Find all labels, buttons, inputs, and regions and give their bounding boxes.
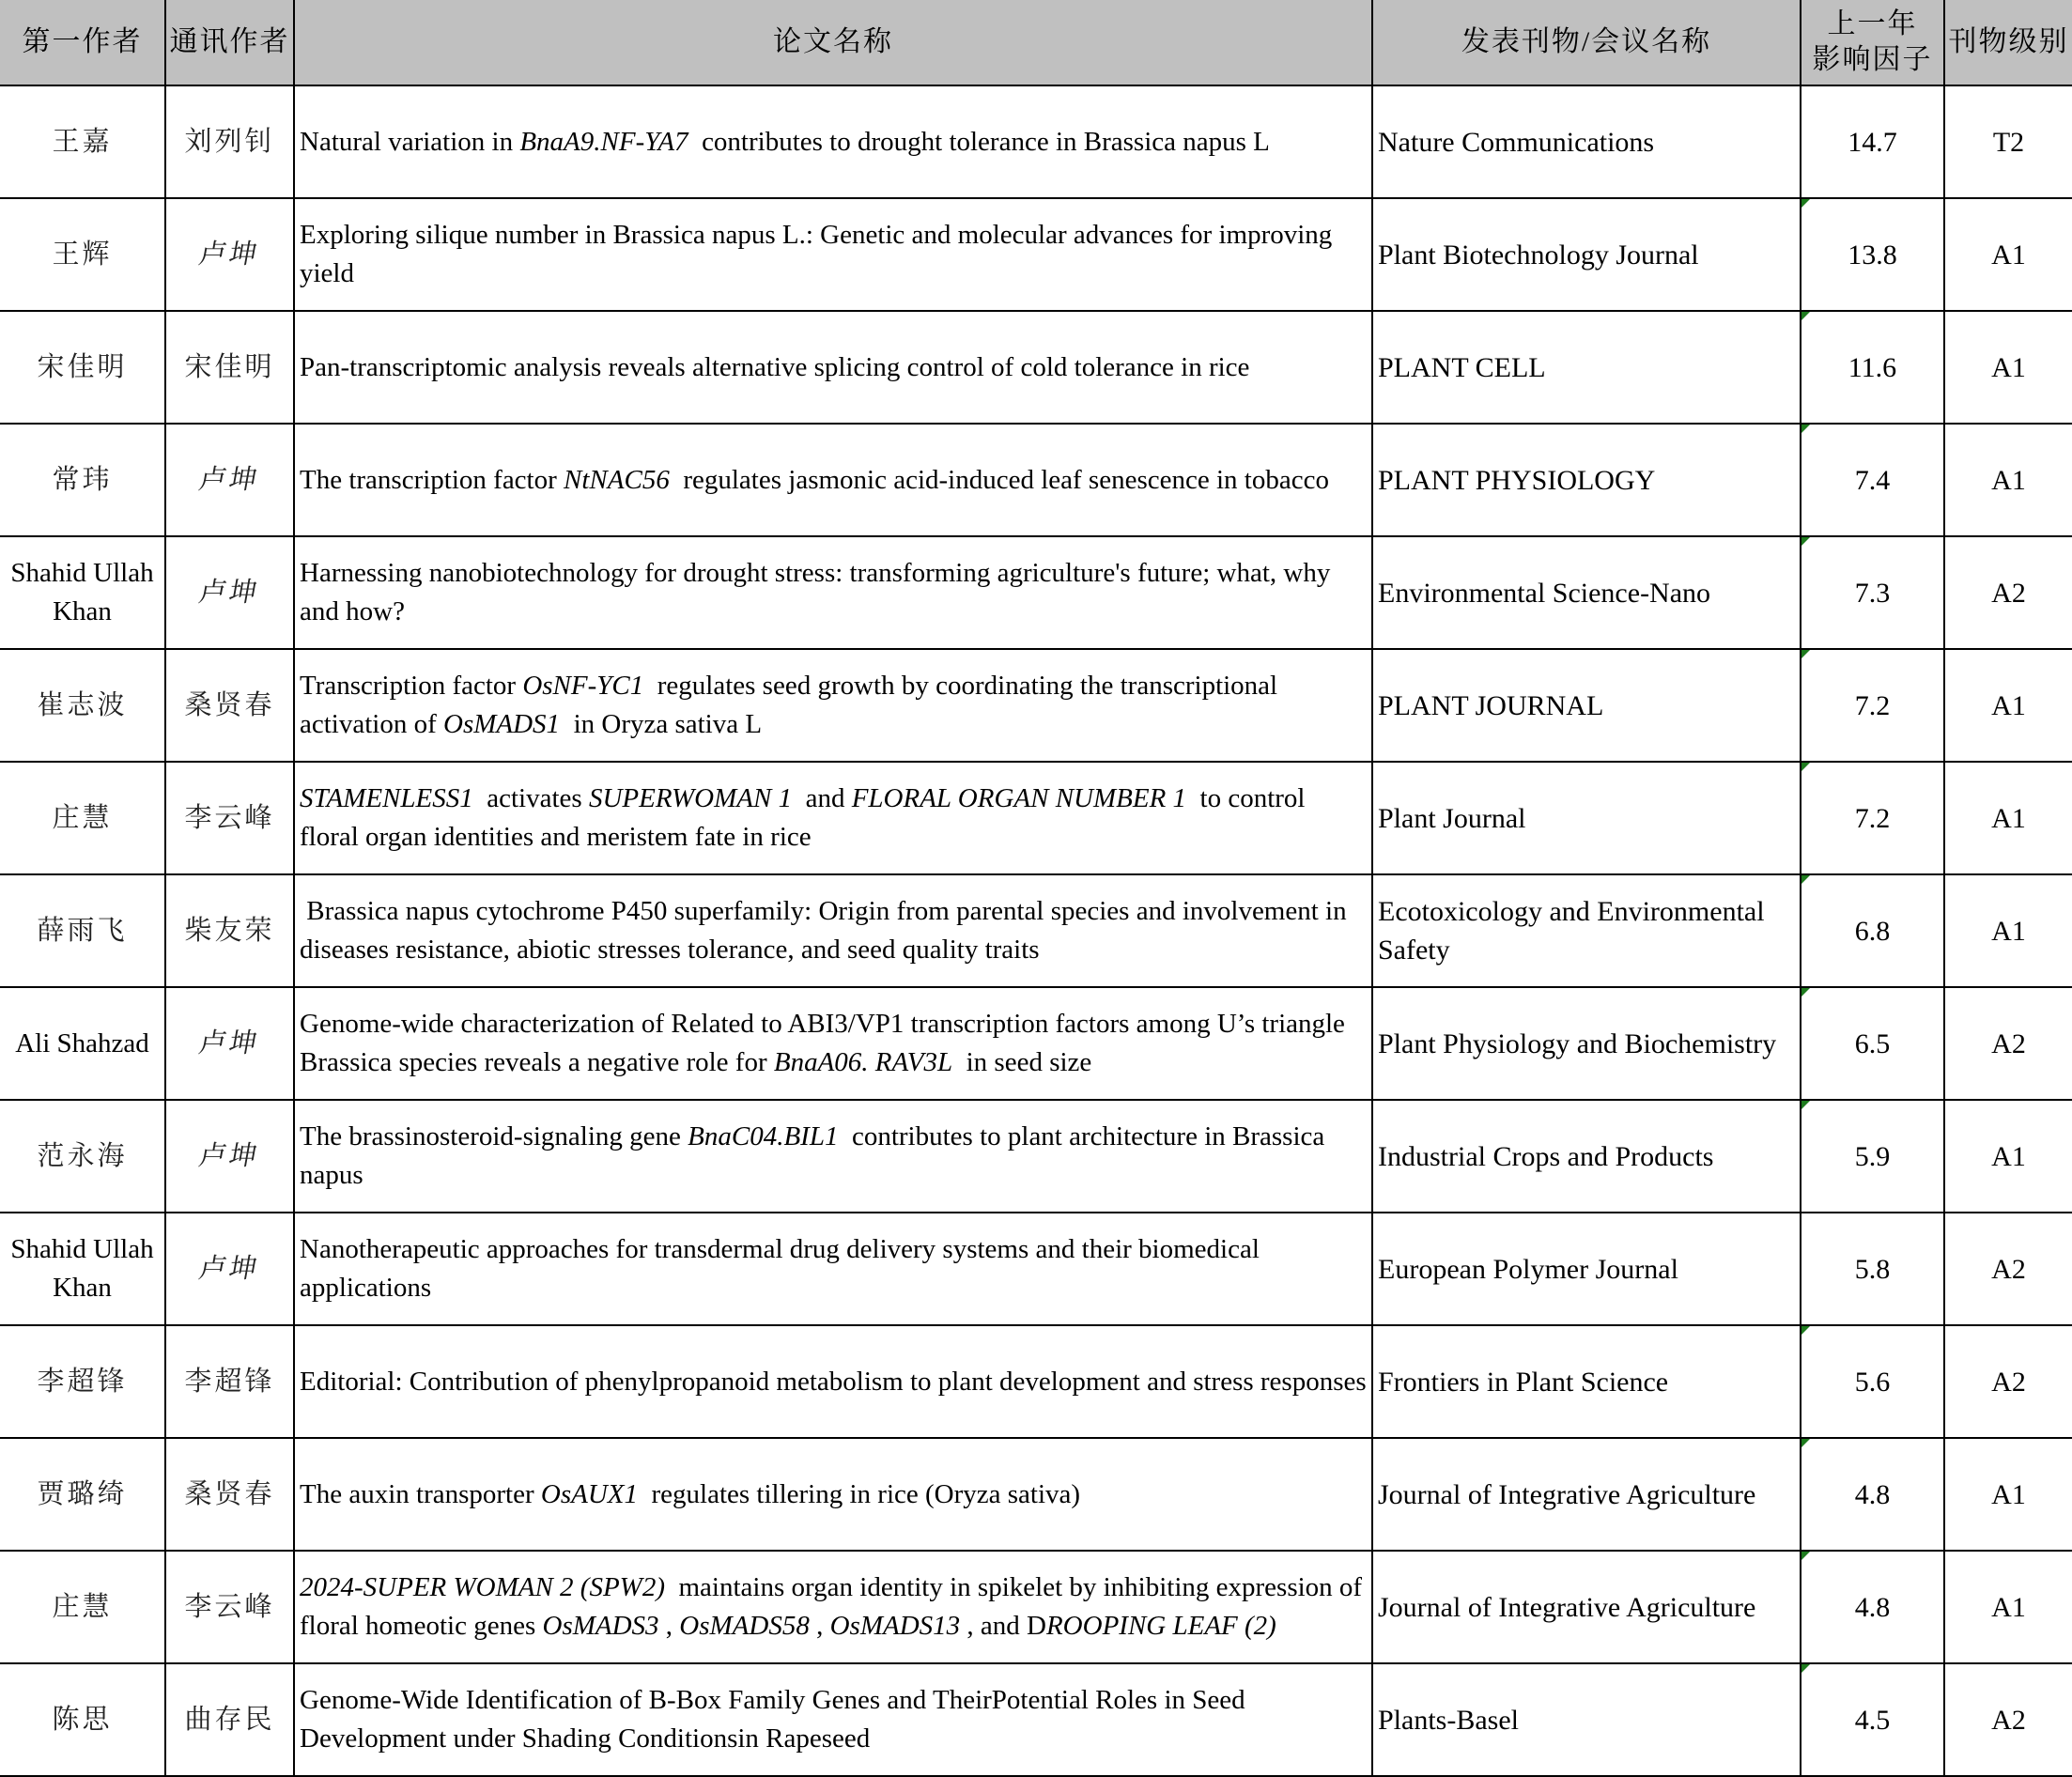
cell-paper-title[interactable] bbox=[294, 874, 1372, 987]
cell-first-author[interactable]: 陈思 bbox=[0, 1663, 165, 1776]
title-segment: Editorial: Contribution of phenylpropanoid metabolism to plant development and stress responses bbox=[300, 1366, 1367, 1397]
title-segment: Genome-wide characterization of Related to ABI3/VP1 transcription factors among U’s triangle Brassica species reveals a negative role for bbox=[300, 1009, 1353, 1077]
corresponding-author-text: 刘列钊 bbox=[184, 126, 275, 157]
cell-journal[interactable]: Frontiers in Plant Science bbox=[1372, 1325, 1801, 1438]
cell-impact-factor[interactable] bbox=[1801, 536, 1944, 649]
title-italic-segment: OsMADS1 bbox=[443, 709, 561, 739]
title-italic-segment: OsAUX1 bbox=[540, 1478, 638, 1509]
cell-corresponding-author[interactable] bbox=[165, 1213, 294, 1325]
cell-journal[interactable]: Plant Physiology and Biochemistry bbox=[1372, 987, 1801, 1100]
cell-journal[interactable]: Journal of Integrative Agriculture bbox=[1372, 1438, 1801, 1551]
table-row bbox=[0, 1663, 2072, 1776]
cell-first-author[interactable]: 范永海 bbox=[0, 1100, 165, 1213]
number-stored-as-text-indicator-icon bbox=[1801, 425, 1810, 433]
impact-factor-value: 5.8 bbox=[1854, 1253, 1891, 1285]
title-segment: regulates seed growth by coordinating the transcriptional activation of bbox=[300, 671, 1285, 739]
corresponding-author-text: 李超锋 bbox=[184, 1366, 275, 1397]
number-stored-as-text-indicator-icon bbox=[1801, 1664, 1810, 1673]
corresponding-author-text: 卢坤 bbox=[196, 1140, 263, 1171]
table-row bbox=[0, 874, 2072, 987]
cell-corresponding-author[interactable] bbox=[165, 874, 294, 987]
title-segment: , and D bbox=[960, 1611, 1046, 1641]
title-segment: , bbox=[658, 1611, 680, 1641]
number-stored-as-text-indicator-icon bbox=[1801, 988, 1810, 997]
number-stored-as-text-indicator-icon bbox=[1801, 1101, 1810, 1109]
impact-factor-value: 7.4 bbox=[1854, 464, 1891, 496]
cell-journal-level[interactable]: A1 bbox=[1944, 874, 2072, 987]
cell-paper-title[interactable] bbox=[294, 1213, 1372, 1325]
cell-journal-level[interactable]: A1 bbox=[1944, 311, 2072, 424]
cell-paper-title[interactable] bbox=[294, 424, 1372, 536]
title-segment: Transcription factor bbox=[300, 671, 523, 701]
cell-journal-level[interactable]: A1 bbox=[1944, 1551, 2072, 1663]
corresponding-author-text: 卢坤 bbox=[196, 1253, 263, 1284]
cell-paper-title[interactable] bbox=[294, 987, 1372, 1100]
cell-paper-title[interactable] bbox=[294, 1663, 1372, 1776]
corresponding-author-text: 卢坤 bbox=[196, 577, 263, 608]
number-stored-as-text-indicator-icon bbox=[1801, 1326, 1810, 1335]
cell-journal[interactable]: Ecotoxicology and Environmental Safety bbox=[1372, 874, 1801, 987]
cell-first-author[interactable]: 李超锋 bbox=[0, 1325, 165, 1438]
impact-factor-value: 5.6 bbox=[1854, 1366, 1891, 1398]
cell-journal[interactable]: Plant Journal bbox=[1372, 762, 1801, 874]
cell-paper-title[interactable] bbox=[294, 1551, 1372, 1663]
impact-factor-value: 7.2 bbox=[1854, 689, 1891, 721]
cell-first-author[interactable]: 薛雨飞 bbox=[0, 874, 165, 987]
impact-factor-value: 4.8 bbox=[1854, 1478, 1891, 1510]
table-row bbox=[0, 424, 2072, 536]
corresponding-author-text: 宋佳明 bbox=[184, 351, 275, 382]
title-italic-segment: STAMENLESS1 bbox=[300, 783, 473, 813]
cell-corresponding-author[interactable] bbox=[165, 424, 294, 536]
title-segment: Pan-transcriptomic analysis reveals alternative splicing control of cold tolerance in rice bbox=[300, 351, 1250, 382]
corresponding-author-text: 桑贤春 bbox=[184, 1478, 275, 1509]
cell-journal-level[interactable]: A1 bbox=[1944, 1438, 2072, 1551]
table-row bbox=[0, 311, 2072, 424]
title-segment: contributes to drought tolerance in Brassica napus L bbox=[688, 126, 1270, 157]
title-italic-segment: BnaC04.BIL1 bbox=[688, 1121, 839, 1151]
cell-journal-level[interactable]: A2 bbox=[1944, 1213, 2072, 1325]
header-impact-factor[interactable] bbox=[1801, 0, 1944, 85]
cell-first-author[interactable]: 崔志波 bbox=[0, 649, 165, 762]
cell-paper-title[interactable] bbox=[294, 1438, 1372, 1551]
title-segment: , bbox=[809, 1611, 830, 1641]
table-row bbox=[0, 987, 2072, 1100]
table-row bbox=[0, 85, 2072, 198]
impact-factor-value: 13.8 bbox=[1848, 239, 1897, 270]
cell-paper-title[interactable] bbox=[294, 762, 1372, 874]
cell-journal[interactable]: Environmental Science-Nano bbox=[1372, 536, 1801, 649]
cell-first-author[interactable]: Shahid Ullah Khan bbox=[0, 536, 165, 649]
corresponding-author-text: 柴友荣 bbox=[184, 915, 275, 946]
cell-impact-factor[interactable] bbox=[1801, 424, 1944, 536]
cell-corresponding-author[interactable] bbox=[165, 1100, 294, 1213]
table-row bbox=[0, 536, 2072, 649]
cell-first-author[interactable]: 宋佳明 bbox=[0, 311, 165, 424]
cell-journal-level[interactable]: A1 bbox=[1944, 762, 2072, 874]
corresponding-author-text: 卢坤 bbox=[196, 239, 263, 270]
cell-impact-factor[interactable] bbox=[1801, 987, 1944, 1100]
cell-first-author[interactable]: Shahid Ullah Khan bbox=[0, 1213, 165, 1325]
header-first-author[interactable]: 第一作者 bbox=[0, 0, 165, 85]
table-row bbox=[0, 649, 2072, 762]
cell-journal[interactable]: Plant Biotechnology Journal bbox=[1372, 198, 1801, 311]
cell-impact-factor[interactable] bbox=[1801, 1100, 1944, 1213]
header-impact-line2: 影响因子 bbox=[1812, 44, 1933, 75]
title-italic-segment: OsMADS13 bbox=[829, 1611, 961, 1641]
title-italic-segment: OsNF-YC1 bbox=[522, 671, 644, 701]
cell-impact-factor[interactable] bbox=[1801, 311, 1944, 424]
number-stored-as-text-indicator-icon bbox=[1801, 537, 1810, 546]
cell-corresponding-author[interactable] bbox=[165, 1325, 294, 1438]
title-italic-segment: SUPERWOMAN 1 bbox=[588, 783, 793, 813]
cell-journal-level[interactable]: A1 bbox=[1944, 198, 2072, 311]
cell-impact-factor[interactable] bbox=[1801, 649, 1944, 762]
title-segment: contributes to plant architecture in Brassica napus bbox=[300, 1121, 1332, 1190]
table-row bbox=[0, 1213, 2072, 1325]
table-row bbox=[0, 198, 2072, 311]
number-stored-as-text-indicator-icon bbox=[1801, 1552, 1810, 1560]
title-segment: and bbox=[792, 783, 852, 813]
cell-paper-title[interactable] bbox=[294, 311, 1372, 424]
cell-journal[interactable]: Plants-Basel bbox=[1372, 1663, 1801, 1776]
cell-corresponding-author[interactable] bbox=[165, 649, 294, 762]
header-journal[interactable]: 发表刊物/会议名称 bbox=[1372, 0, 1801, 85]
corresponding-author-text: 李云峰 bbox=[184, 802, 275, 833]
title-segment: The transcription factor bbox=[300, 464, 564, 495]
cell-impact-factor[interactable] bbox=[1801, 1325, 1944, 1438]
cell-paper-title[interactable] bbox=[294, 1100, 1372, 1213]
title-italic-segment: 2024-SUPER WOMAN 2 (SPW2) bbox=[300, 1572, 665, 1602]
cell-journal-level[interactable]: A2 bbox=[1944, 987, 2072, 1100]
title-segment: Nanotherapeutic approaches for transdermal drug delivery systems and their biomedical applications bbox=[300, 1234, 1267, 1303]
title-segment: regulates jasmonic acid-induced leaf senescence in tobacco bbox=[669, 464, 1329, 495]
impact-factor-value: 7.3 bbox=[1854, 577, 1891, 609]
cell-journal-level[interactable]: A1 bbox=[1944, 424, 2072, 536]
cell-corresponding-author[interactable] bbox=[165, 311, 294, 424]
title-segment: Natural variation in bbox=[300, 126, 520, 157]
title-segment: in Oryza sativa L bbox=[560, 709, 763, 739]
number-stored-as-text-indicator-icon bbox=[1801, 875, 1810, 884]
cell-first-author[interactable]: 庄慧 bbox=[0, 762, 165, 874]
title-italic-segment: OsMADS58 bbox=[679, 1611, 810, 1641]
cell-first-author[interactable]: 王辉 bbox=[0, 198, 165, 311]
cell-journal[interactable]: PLANT PHYSIOLOGY bbox=[1372, 424, 1801, 536]
title-segment: Genome-Wide Identification of B-Box Family Genes and TheirPotential Roles in Seed Development under Shading Conditionsin Rapeseed bbox=[300, 1685, 1252, 1754]
corresponding-author-text: 桑贤春 bbox=[184, 689, 275, 720]
table-body bbox=[0, 85, 2072, 1776]
title-italic-segment: BnaA9.NF-YA7 bbox=[519, 126, 688, 157]
cell-corresponding-author[interactable] bbox=[165, 762, 294, 874]
number-stored-as-text-indicator-icon bbox=[1801, 650, 1810, 658]
title-italic-segment: BnaA06. RAV3L bbox=[773, 1047, 953, 1077]
table-row bbox=[0, 1551, 2072, 1663]
cell-paper-title[interactable] bbox=[294, 85, 1372, 198]
title-italic-segment: FLORAL ORGAN NUMBER 1 bbox=[851, 783, 1187, 813]
title-segment: activates bbox=[472, 783, 589, 813]
cell-journal[interactable]: Nature Communications bbox=[1372, 85, 1801, 198]
cell-first-author[interactable]: 贾璐绮 bbox=[0, 1438, 165, 1551]
cell-impact-factor[interactable] bbox=[1801, 1663, 1944, 1776]
impact-factor-value: 5.9 bbox=[1854, 1140, 1891, 1172]
cell-paper-title[interactable] bbox=[294, 649, 1372, 762]
title-italic-segment: ROOPING LEAF (2) bbox=[1045, 1611, 1276, 1641]
cell-impact-factor[interactable] bbox=[1801, 1213, 1944, 1325]
cell-first-author[interactable]: 庄慧 bbox=[0, 1551, 165, 1663]
cell-corresponding-author[interactable] bbox=[165, 198, 294, 311]
title-segment: to control floral organ identities and meristem fate in rice bbox=[300, 783, 1312, 852]
cell-corresponding-author[interactable] bbox=[165, 1438, 294, 1551]
title-segment: regulates tillering in rice (Oryza sativa) bbox=[638, 1478, 1081, 1509]
cell-paper-title[interactable] bbox=[294, 198, 1372, 311]
impact-factor-value: 4.5 bbox=[1854, 1704, 1891, 1736]
impact-factor-value: 14.7 bbox=[1848, 126, 1897, 158]
cell-impact-factor[interactable] bbox=[1801, 198, 1944, 311]
cell-impact-factor[interactable] bbox=[1801, 762, 1944, 874]
corresponding-author-text: 卢坤 bbox=[196, 1028, 263, 1058]
header-impact-line1: 上一年 bbox=[1827, 8, 1918, 39]
table-row bbox=[0, 1438, 2072, 1551]
corresponding-author-text: 曲存民 bbox=[184, 1704, 275, 1735]
title-segment: in seed size bbox=[952, 1047, 1092, 1077]
header-level[interactable]: 刊物级别 bbox=[1944, 0, 2072, 85]
cell-journal[interactable]: European Polymer Journal bbox=[1372, 1213, 1801, 1325]
table-row bbox=[0, 762, 2072, 874]
impact-factor-value: 11.6 bbox=[1848, 351, 1897, 383]
number-stored-as-text-indicator-icon bbox=[1801, 763, 1810, 771]
title-segment: Harnessing nanobiotechnology for drought stress: transforming agriculture's future; what, why and how? bbox=[300, 558, 1338, 626]
cell-journal-level[interactable]: A2 bbox=[1944, 1663, 2072, 1776]
cell-first-author[interactable]: 王嘉 bbox=[0, 85, 165, 198]
cell-journal-level[interactable]: A1 bbox=[1944, 1100, 2072, 1213]
cell-paper-title[interactable] bbox=[294, 1325, 1372, 1438]
cell-journal[interactable]: PLANT JOURNAL bbox=[1372, 649, 1801, 762]
table-row bbox=[0, 1325, 2072, 1438]
cell-journal-level[interactable]: A2 bbox=[1944, 1325, 2072, 1438]
header-corresponding-author[interactable]: 通讯作者 bbox=[165, 0, 294, 85]
title-segment: maintains organ identity in spikelet by inhibiting expression of floral homeotic genes bbox=[300, 1572, 1369, 1641]
corresponding-author-text: 李云峰 bbox=[184, 1591, 275, 1622]
table-row bbox=[0, 1100, 2072, 1213]
cell-corresponding-author[interactable] bbox=[165, 85, 294, 198]
impact-factor-value: 7.2 bbox=[1854, 802, 1891, 834]
impact-factor-value: 4.8 bbox=[1854, 1591, 1891, 1623]
cell-corresponding-author[interactable] bbox=[165, 987, 294, 1100]
number-stored-as-text-indicator-icon bbox=[1801, 199, 1810, 208]
title-segment: The brassinosteroid-signaling gene bbox=[300, 1121, 688, 1151]
cell-impact-factor[interactable] bbox=[1801, 874, 1944, 987]
title-segment: The auxin transporter bbox=[300, 1478, 541, 1509]
cell-paper-title[interactable] bbox=[294, 536, 1372, 649]
cell-first-author[interactable]: 常玮 bbox=[0, 424, 165, 536]
cell-journal-level[interactable]: T2 bbox=[1944, 85, 2072, 198]
cell-journal[interactable]: Journal of Integrative Agriculture bbox=[1372, 1551, 1801, 1663]
cell-journal-level[interactable]: A2 bbox=[1944, 536, 2072, 649]
title-italic-segment: NtNAC56 bbox=[564, 464, 670, 495]
number-stored-as-text-indicator-icon bbox=[1801, 312, 1810, 320]
title-segment: Brassica napus cytochrome P450 superfamily: Origin from parental species and involvement in diseases resistance, abiotic stresses tolerance, and seed quality traits bbox=[300, 896, 1353, 965]
cell-journal[interactable]: Industrial Crops and Products bbox=[1372, 1100, 1801, 1213]
cell-journal-level[interactable]: A1 bbox=[1944, 649, 2072, 762]
number-stored-as-text-indicator-icon bbox=[1801, 1439, 1810, 1447]
cell-journal[interactable]: PLANT CELL bbox=[1372, 311, 1801, 424]
header-paper-title[interactable]: 论文名称 bbox=[294, 0, 1372, 85]
cell-impact-factor[interactable] bbox=[1801, 85, 1944, 198]
cell-first-author[interactable]: Ali Shahzad bbox=[0, 987, 165, 1100]
cell-impact-factor[interactable] bbox=[1801, 1551, 1944, 1663]
cell-corresponding-author[interactable] bbox=[165, 536, 294, 649]
title-italic-segment: OsMADS3 bbox=[542, 1611, 659, 1641]
impact-factor-value: 6.5 bbox=[1854, 1028, 1891, 1059]
corresponding-author-text: 卢坤 bbox=[196, 464, 263, 495]
cell-corresponding-author[interactable] bbox=[165, 1663, 294, 1776]
cell-corresponding-author[interactable] bbox=[165, 1551, 294, 1663]
header-row bbox=[0, 0, 2072, 85]
title-segment: Exploring silique number in Brassica napus L.: Genetic and molecular advances for improving yield bbox=[300, 220, 1339, 288]
impact-factor-value: 6.8 bbox=[1854, 915, 1891, 947]
cell-impact-factor[interactable] bbox=[1801, 1438, 1944, 1551]
